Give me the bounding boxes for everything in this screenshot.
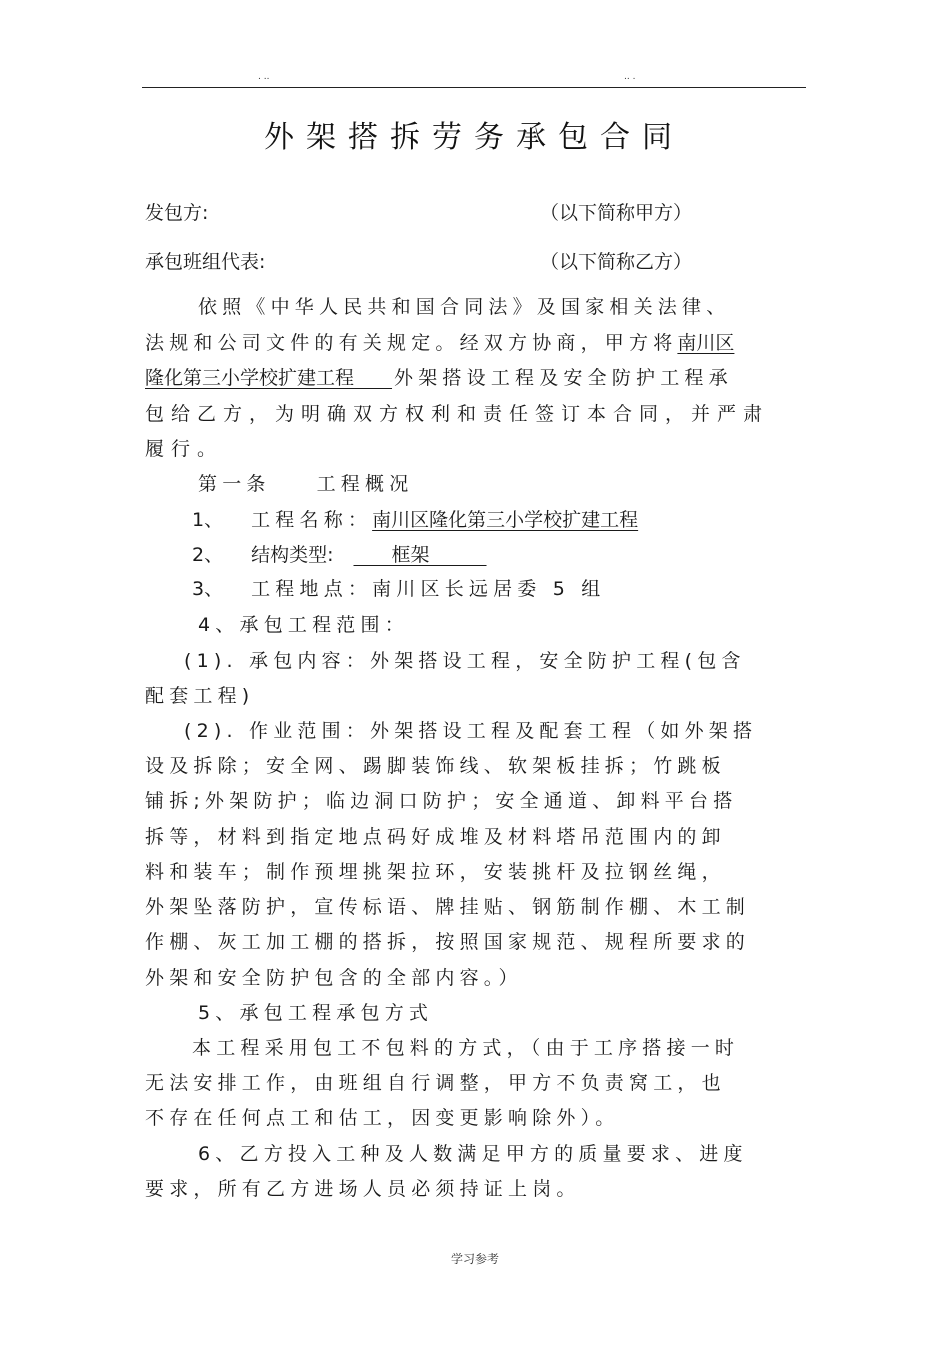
header-marks-left: . .. [258, 72, 270, 82]
item-2 [192, 543, 487, 567]
project-name-inline-cont: 隆化第三小学校扩建工程 [145, 367, 355, 389]
party-b-note: （以下简称乙方） [540, 251, 693, 273]
method-line-3: 不存在任何点工和估工，因变更影响除外）。 [145, 1107, 620, 1129]
item-4: 4、承包工程范围： [198, 614, 409, 636]
scope-2-line-3: 铺拆;外架防护；临边洞口防护；安全通道、卸料平台搭 [145, 790, 738, 812]
intro-line-2-text: 法规和公司文件的有关规定。经双方协商，甲方将 [145, 332, 678, 354]
scope-1-line-1: (1). 承包内容：外架搭设工程，安全防护工程(包含 [184, 650, 746, 672]
scope-2-line-7: 作棚、灰工加工棚的搭拆，按照国家规范、规程所要求的 [145, 931, 751, 953]
scope-2-line-2: 设及拆除；安全网、踢脚装饰线、软架板挂拆；竹跳板 [145, 755, 726, 777]
item-1 [192, 508, 638, 532]
scope-1-line-2: 配套工程) [145, 685, 255, 707]
scope-2-line-1: (2). 作业范围：外架搭设工程及配套工程（如外架搭 [184, 720, 758, 742]
intro-line-3-text: 外架搭设工程及安全防护工程承 [394, 367, 733, 389]
item-2-value [354, 544, 487, 566]
item-3-text: 工程地点：南川区长远居委 5 组 [251, 578, 606, 600]
party-a-note: （以下简称甲方） [540, 202, 693, 224]
item-3-number: 3、 [192, 578, 224, 600]
item-2-number: 2、 [192, 544, 224, 566]
blank-underline [354, 367, 392, 389]
scope-2-line-8: 外架和安全防护包含的全部内容。） [145, 967, 523, 989]
header-rule [142, 87, 806, 88]
article-1-heading [198, 472, 413, 496]
method-line-2: 无法安排工作，由班组自行调整，甲方不负责窝工，也 [145, 1072, 726, 1094]
document-title: 外架搭拆劳务承包合同 [264, 120, 684, 155]
method-line-1: 本工程采用包工不包料的方式，（由于工序搭接一时 [192, 1037, 740, 1059]
intro-line-5: 履行。 [145, 438, 224, 460]
party-b-label: 承包班组代表: [145, 251, 266, 273]
article-1-label: 第一条 [198, 473, 271, 495]
scope-2-line-4: 拆等，材料到指定地点码好成堆及材料塔吊范围内的卸 [145, 826, 726, 848]
item-6-line-1: 6、乙方投入工种及人数满足甲方的质量要求、进度 [198, 1143, 748, 1165]
project-name-inline: 南川区 [677, 332, 735, 354]
item-2-value-text: 框架 [391, 544, 430, 566]
header-marks-right: .. . [624, 72, 636, 82]
item-2-label: 结构类型: [251, 544, 334, 566]
intro-line-1: 依照《中华人民共和国合同法》及国家相关法律、 [198, 296, 731, 318]
item-1-value: 南川区隆化第三小学校扩建工程 [372, 509, 639, 531]
item-1-number: 1、 [192, 509, 224, 531]
intro-line-3 [145, 366, 733, 390]
article-1-title: 工程概况 [316, 473, 414, 495]
item-1-label: 工程名称： [251, 509, 373, 531]
scope-2-line-6: 外架坠落防护，宣传标语、牌挂贴、钢筋制作棚、木工制 [145, 896, 751, 918]
intro-line-2 [145, 331, 734, 355]
scope-2-line-5: 料和装车；制作预埋挑架拉环，安装挑杆及拉钢丝绳， [145, 861, 726, 883]
page-footer: 学习参考 [450, 1252, 499, 1266]
item-5: 5、承包工程承包方式 [198, 1002, 434, 1024]
item-6-line-2: 要求，所有乙方进场人员必须持证上岗。 [145, 1178, 581, 1200]
party-a-label: 发包方: [145, 202, 209, 224]
item-3 [192, 577, 605, 601]
intro-line-4: 包给乙方，为明确双方权利和责任签订本合同，并严肃 [145, 403, 770, 425]
